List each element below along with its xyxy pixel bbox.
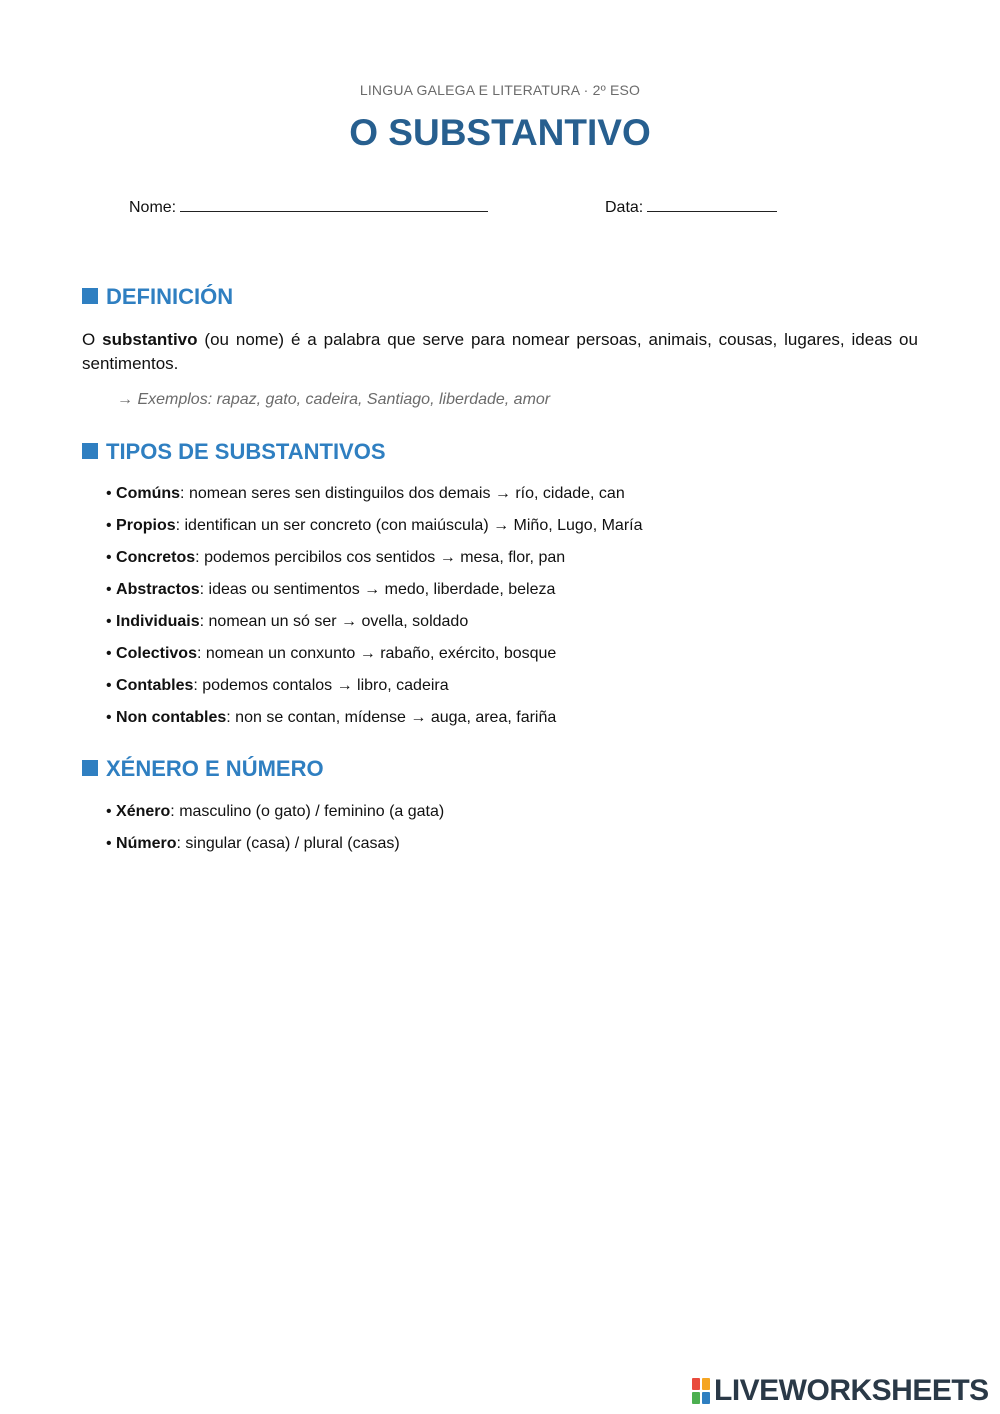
types-list bbox=[106, 484, 643, 740]
date-label: Data: bbox=[605, 199, 644, 216]
list-item: • Contables: podemos contalos → libro, cadeira bbox=[106, 677, 449, 694]
list-item: • Colectivos: nomean un conxunto → rabaño, exército, bosque bbox=[106, 645, 557, 662]
page-title: O SUBSTANTIVO bbox=[349, 112, 651, 153]
list-item: • Individuais: nomean un só ser → ovella, soldado bbox=[106, 613, 469, 630]
list-item: • Xénero: masculino (o gato) / feminino (a gata) bbox=[106, 803, 445, 820]
types-heading: TIPOS DE SUBSTANTIVOS bbox=[82, 439, 386, 465]
date-input-line[interactable] bbox=[647, 195, 777, 212]
subject-subtitle: LINGUA GALEGA E LITERATURA · 2º ESO bbox=[359, 82, 641, 98]
square-bullet-icon bbox=[82, 760, 98, 776]
list-item: • Abstractos: ideas ou sentimentos → medo, liberdade, beleza bbox=[106, 581, 556, 598]
square-bullet-icon bbox=[82, 443, 98, 459]
definition-heading: DEFINICIÓN bbox=[82, 284, 233, 310]
definition-example: → Exemplos: rapaz, gato, cadeira, Santiago, liberdade, amor bbox=[117, 391, 551, 408]
name-field bbox=[129, 195, 488, 217]
list-item: • Propios: identifican un ser concreto (con maiúscula) → Miño, Lugo, María bbox=[106, 517, 643, 534]
definition-text: O substantivo (ou nome) é a palabra que serve para nomear persoas, animais, cousas, lugares, ideas ou sentimentos. bbox=[82, 330, 918, 373]
definition-term: substantivo bbox=[102, 330, 198, 349]
list-item: • Non contables: non se contan, mídense → auga, area, fariña bbox=[106, 709, 557, 726]
liveworksheets-logo-icon bbox=[692, 1378, 710, 1404]
gender-number-heading: XÉNERO E NÚMERO bbox=[82, 756, 324, 782]
list-item: • Comúns: nomean seres sen distinguilos dos demais → río, cidade, can bbox=[106, 485, 625, 502]
liveworksheets-logo-text: LIVEWORKSHEETS bbox=[714, 1374, 989, 1407]
gender-number-list bbox=[106, 802, 444, 866]
list-item: • Número: singular (casa) / plural (casas) bbox=[106, 835, 400, 852]
date-field bbox=[605, 195, 777, 217]
list-item: • Concretos: podemos percibilos cos sentidos → mesa, flor, pan bbox=[106, 549, 566, 566]
name-label: Nome: bbox=[129, 199, 177, 216]
name-input-line[interactable] bbox=[180, 195, 488, 212]
liveworksheets-logo[interactable] bbox=[692, 1375, 989, 1407]
square-bullet-icon bbox=[82, 288, 98, 304]
